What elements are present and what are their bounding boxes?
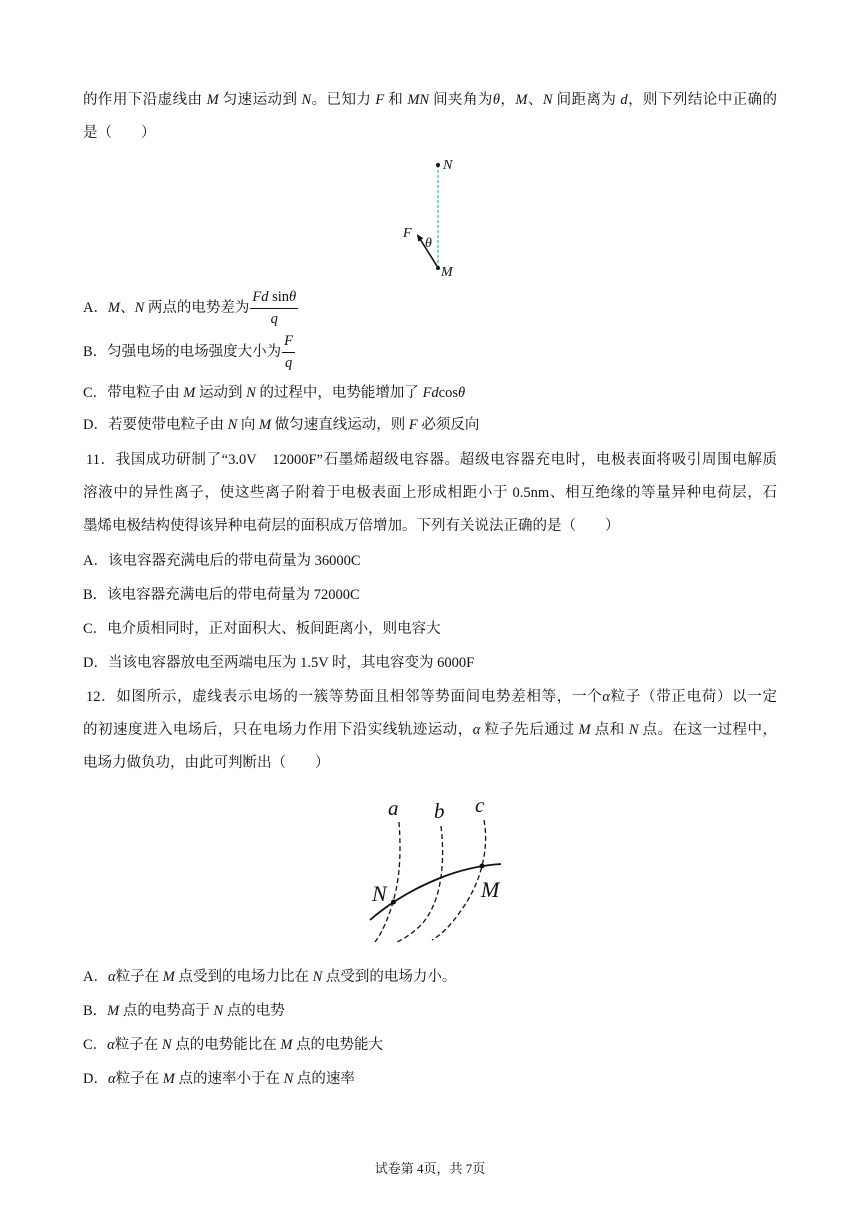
fraction-numerator <box>282 332 295 353</box>
q11-option-b: B．该电容器充满电后的带电荷量为 72000C <box>83 587 360 603</box>
q11-option-a: A．该电容器充满电后的带电荷量为 36000C <box>83 553 361 569</box>
label-n: N <box>443 158 453 173</box>
math-variable: α <box>107 1037 115 1053</box>
q12-figure <box>360 790 510 950</box>
math-variable: M <box>183 385 196 401</box>
q10-option-d <box>83 415 479 435</box>
text-fragment: cos <box>438 385 459 401</box>
page-footer: 试卷第 4页，共 7页 <box>374 1161 486 1176</box>
fraction-numerator <box>250 288 298 309</box>
math-variable: α <box>602 689 610 705</box>
q12-stem-line-1 <box>86 687 777 707</box>
text-fragment: 点的速率小于在 <box>174 1071 284 1087</box>
label-m: M <box>441 265 453 280</box>
math-variable: α <box>107 969 116 985</box>
math-variable: N <box>213 1003 224 1019</box>
fraction <box>250 288 298 329</box>
text-fragment: 电场力做负功，由此可判断出（ ） <box>83 755 330 771</box>
math-variable: M <box>206 92 219 108</box>
text-fragment: 、 <box>527 92 543 108</box>
q12-option-b <box>83 1001 285 1021</box>
text-fragment: 匀速运动到 <box>218 92 302 108</box>
q10-option-b <box>83 332 295 373</box>
math-variable: N <box>246 385 256 401</box>
text-fragment: 必须反向 <box>417 417 480 433</box>
text-fragment: 点的电势 <box>223 1003 285 1019</box>
text-fragment: 点和 <box>590 722 629 738</box>
text-fragment: 间距离为 <box>552 92 621 108</box>
math-variable: N <box>283 1071 294 1087</box>
text-fragment: 和 <box>384 92 408 108</box>
text-fragment: 的初速度进入电场后，只在电场力作用下沿实线轨迹运动， <box>83 722 473 738</box>
math-variable: θ <box>289 289 297 305</box>
label-n: N <box>372 881 387 906</box>
point-m <box>480 864 485 869</box>
math-variable: d <box>620 92 628 108</box>
q12-option-a <box>83 967 456 987</box>
text-fragment: 点受到的电场力比在 <box>174 969 313 985</box>
text-fragment: A． <box>83 969 108 985</box>
text-fragment: sin <box>268 289 290 305</box>
text-fragment: D． <box>83 1071 108 1087</box>
text-fragment: 的作用下沿虚线由 <box>83 92 207 108</box>
math-variable: M <box>280 1037 293 1053</box>
label-m: M <box>481 877 500 902</box>
option-text <box>83 344 281 360</box>
label-a: a <box>388 796 399 820</box>
text-fragment: 12．如图所示，虚线表示电场的一簇等势面且相邻等势面间电势差相等，一个 <box>86 689 603 705</box>
text-fragment: C． <box>83 1037 108 1053</box>
math-variable: M <box>107 299 121 316</box>
text-fragment: 。已知力 <box>311 92 376 108</box>
label-f: F <box>403 226 412 241</box>
math-variable: N <box>312 969 323 985</box>
math-variable: α <box>107 1071 116 1087</box>
q10-figure <box>390 150 470 285</box>
q11-stem-line-3: 墨烯电极结构使得该异种电荷层的面积成万倍增加。下列有关说法正确的是（ ） <box>83 518 620 534</box>
math-variable: M <box>515 92 528 108</box>
q12-option-d <box>83 1069 355 1089</box>
text-fragment: 两点的电势差为 <box>144 299 250 316</box>
math-variable: F <box>375 92 385 108</box>
q11-stem-line-2: 溶液中的异性离子，使这些离子附着于电极表面上形成相距小于 0.5nm、相互绝缘的等量异种电荷层，石 <box>83 485 777 501</box>
point-n <box>391 900 396 905</box>
text-fragment: 间夹角为 <box>429 92 493 108</box>
math-variable: q <box>270 311 278 327</box>
q10-stem-line-2 <box>83 123 156 143</box>
math-variable: M <box>578 722 591 738</box>
text-fragment: 点的电势能大 <box>292 1037 384 1053</box>
fraction-denominator <box>285 353 292 373</box>
text-fragment: 的过程中，电势能增加了 <box>255 385 423 401</box>
q10-option-c <box>83 383 465 403</box>
q10-option-a <box>83 288 298 329</box>
equipotential-c <box>432 820 486 940</box>
fraction <box>282 332 295 373</box>
math-variable: F <box>284 333 294 349</box>
text-fragment: 粒子在 <box>114 1037 162 1053</box>
q11-option-c: C．电介质相同时，正对面积大、板间距离小，则电容大 <box>83 621 441 637</box>
math-variable: F <box>408 417 418 433</box>
text-fragment: 点的电势能比在 <box>171 1037 281 1053</box>
text-fragment: A． <box>83 299 108 316</box>
text-fragment: 点受到的电场力小。 <box>322 969 457 985</box>
text-fragment: ， <box>500 92 516 108</box>
math-variable: M <box>162 969 175 985</box>
point-n <box>436 163 440 167</box>
math-variable: α <box>472 722 481 738</box>
math-variable: MN <box>407 92 430 108</box>
text-fragment: 是（ ） <box>83 125 156 141</box>
math-variable: N <box>161 1037 172 1053</box>
text-fragment: 粒子先后通过 <box>480 722 579 738</box>
point-m <box>436 266 440 270</box>
text-fragment: 点。在这一过程中， <box>638 722 778 738</box>
text-fragment: B． <box>83 1003 108 1019</box>
text-fragment: 点的电势高于 <box>119 1003 214 1019</box>
text-fragment: D．若要使带电粒子由 <box>83 417 228 433</box>
text-fragment: 做匀速直线运动，则 <box>271 417 409 433</box>
text-fragment: 点的速率 <box>293 1071 355 1087</box>
math-variable: M <box>162 1071 175 1087</box>
label-b: b <box>434 799 445 823</box>
q10-stem-line-1 <box>83 90 777 110</box>
label-theta: θ <box>425 236 432 251</box>
option-text <box>83 300 249 316</box>
q12-option-c <box>83 1035 383 1055</box>
q11-option-d: D．当该电容器放电至两端电压为 1.5V 时，其电容变为 6000F <box>83 655 475 671</box>
text-fragment: 、 <box>120 299 135 316</box>
text-fragment: 粒子在 <box>115 969 163 985</box>
text-fragment: 向 <box>237 417 260 433</box>
fraction-denominator <box>271 309 278 329</box>
math-variable: M <box>107 1003 120 1019</box>
equipotential-b <box>397 826 443 942</box>
q11-stem-line-1: 11．我国成功研制了“3.0V 12000F”石墨烯超级电容器。超级电容器充电时，电极表面将吸引周围电解质 <box>86 452 777 468</box>
math-variable: θ <box>458 385 466 401</box>
q12-stem-line-2 <box>83 720 777 740</box>
text-fragment: ，则下列结论中正确的 <box>627 92 778 108</box>
label-c: c <box>475 793 485 817</box>
math-variable: N <box>227 417 238 433</box>
text-fragment: C．带电粒子由 <box>83 385 184 401</box>
math-variable: N <box>628 722 639 738</box>
text-fragment: 粒子在 <box>115 1071 163 1087</box>
math-variable: θ <box>492 92 500 108</box>
math-variable: Fd <box>252 289 269 305</box>
math-variable: N <box>301 92 312 108</box>
text-fragment: B．匀强电场的电场强度大小为 <box>83 343 282 360</box>
math-variable: Fd <box>422 385 439 401</box>
math-variable: N <box>134 299 145 316</box>
q12-stem-line-3 <box>83 753 330 773</box>
text-fragment: 运动到 <box>195 385 247 401</box>
text-fragment: 粒子（带正电荷）以一定 <box>609 689 777 705</box>
math-variable: N <box>542 92 553 108</box>
math-variable: q <box>284 355 293 371</box>
math-variable: M <box>259 417 272 433</box>
